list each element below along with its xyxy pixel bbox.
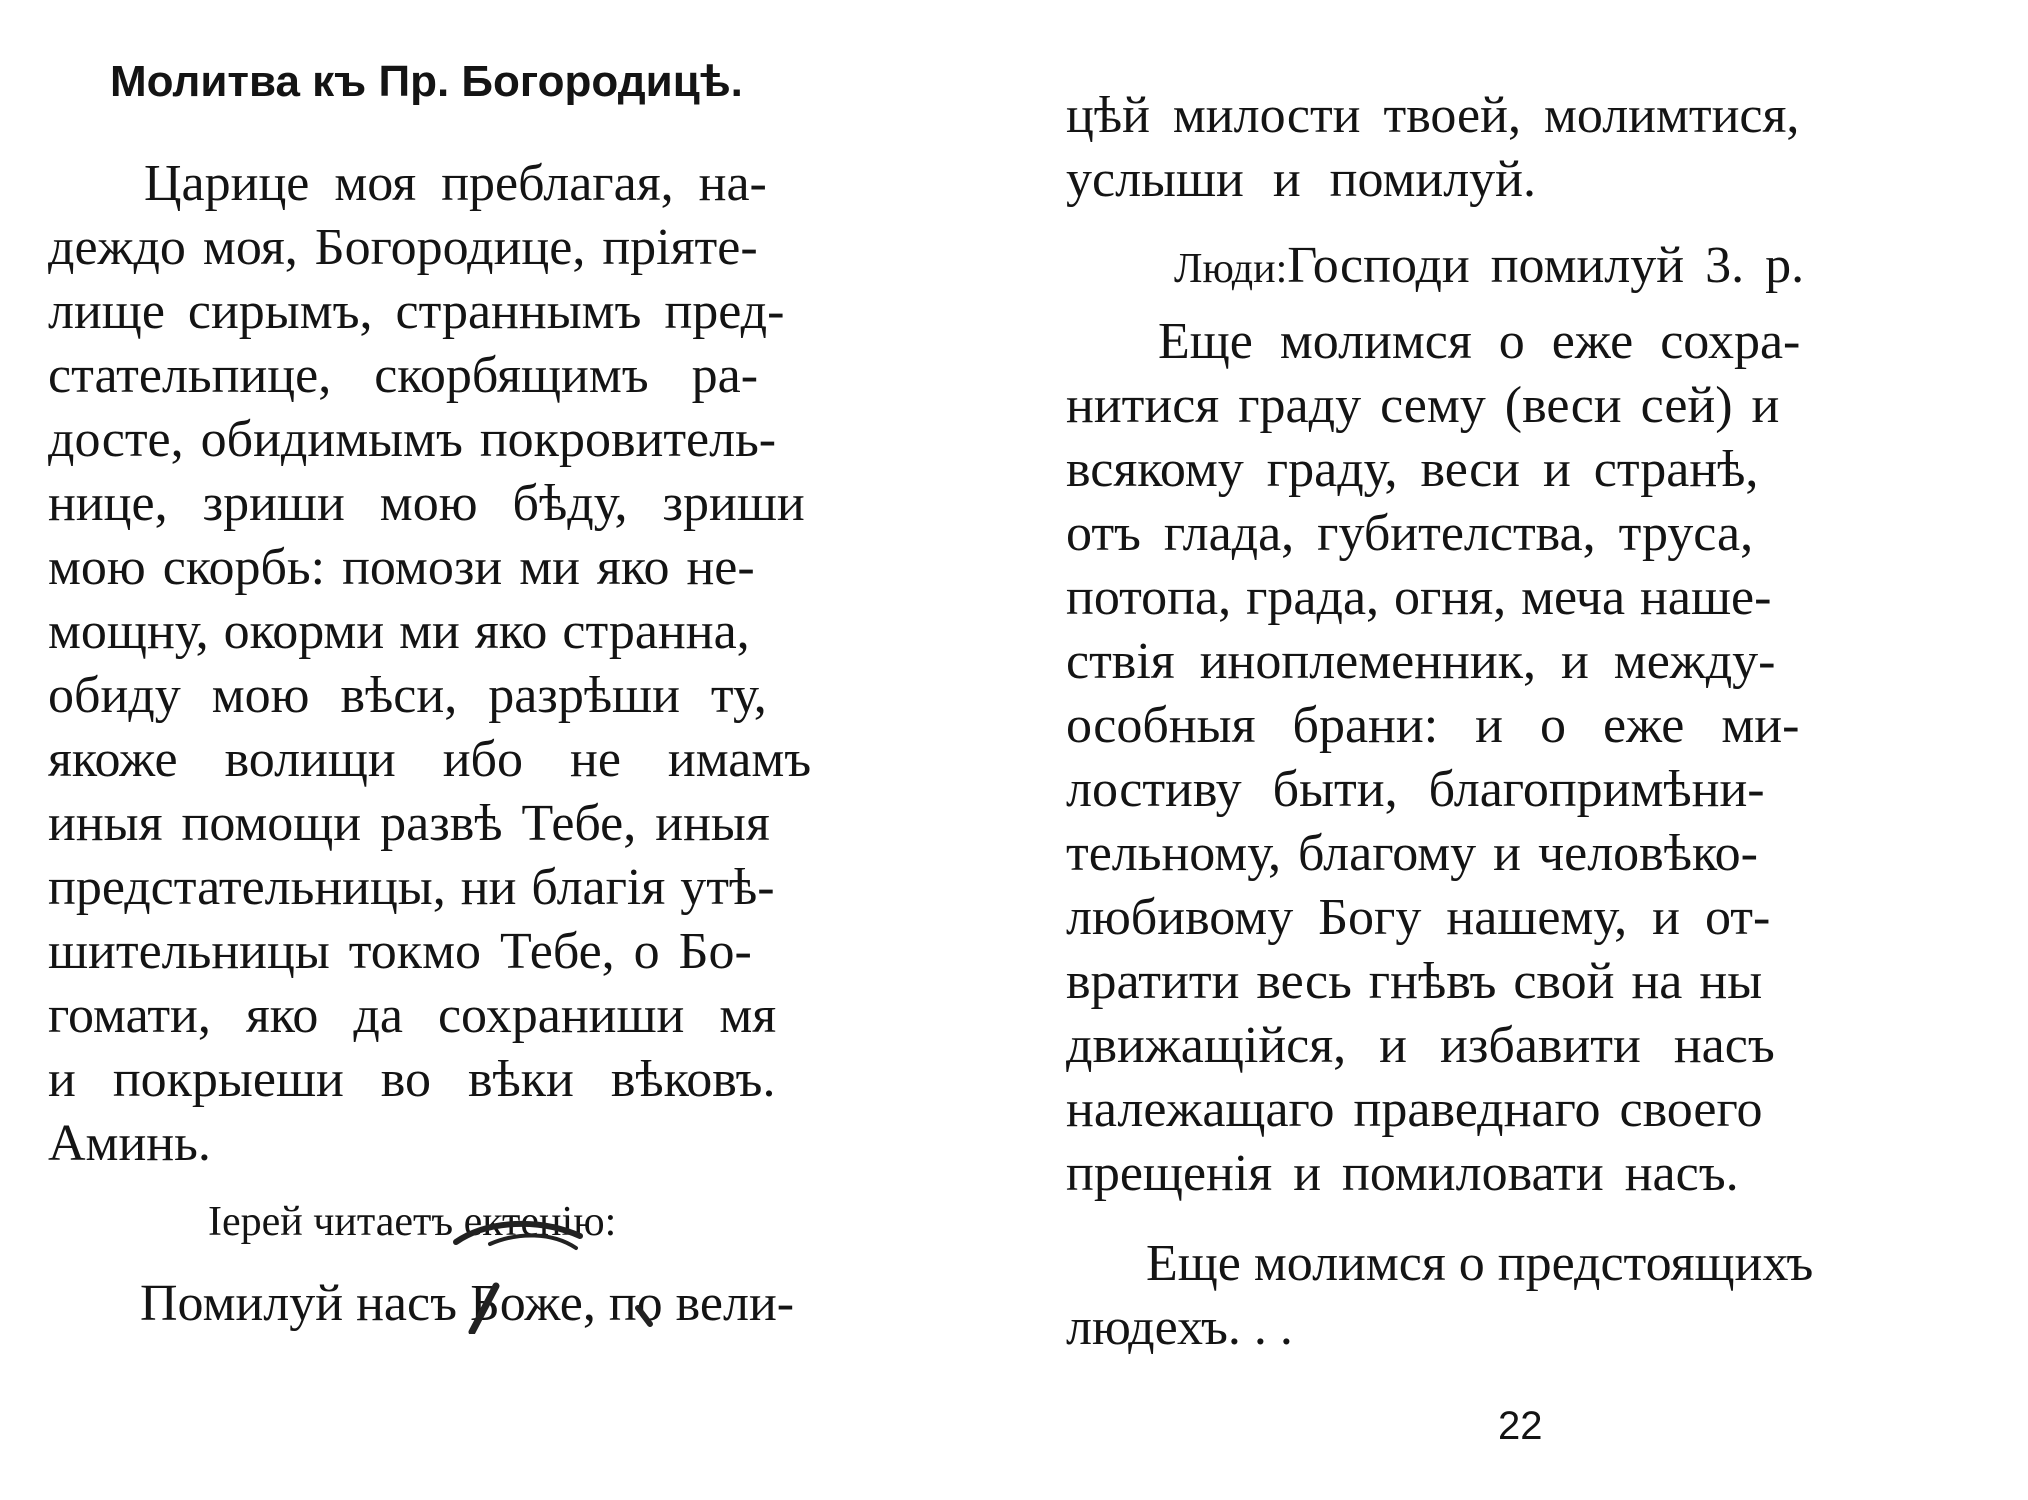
petition-line: прещенія и помиловати насъ.: [1066, 1145, 1739, 1202]
prayer-line: якоже волищи ибо не имамъ: [48, 731, 812, 788]
petition-line: движащійся, и избавити насъ: [1066, 1017, 1775, 1074]
prayer-title: Молитва къ Пр. Богородицѣ.: [110, 57, 743, 106]
prayer-line: деждо моя, Богородице, пріяте-: [48, 219, 758, 276]
prayer-line: предстательницы, ни благія утѣ-: [48, 859, 775, 916]
prayer-line: иныя помощи развѣ Тебе, иныя: [48, 795, 770, 852]
petition-line: потопа, града, огня, меча наше-: [1066, 569, 1772, 626]
petition-line: всякому граду, веси и странѣ,: [1066, 441, 1759, 498]
litany-line: Помилуй насъ Боже, по вели-: [140, 1275, 795, 1332]
petition-line: тельному, благому и человѣко-: [1066, 825, 1758, 882]
petition-line: нитися граду сему (веси сей) и: [1066, 377, 1780, 434]
continuation-line: цѣй милости твоей, молимтися,: [1066, 87, 1800, 144]
final-line: Еще молимся о предстоящихъ: [1146, 1235, 1814, 1292]
petition-line: належащаго праведнаго своего: [1066, 1081, 1763, 1138]
prayer-line: стательпице, скорбящимъ ра-: [48, 347, 759, 404]
petition-line: ствія иноплеменник, и между-: [1066, 633, 1776, 690]
prayer-line: Царице моя преблагая, на-: [144, 155, 767, 212]
prayer-line: мою скорбь: помози ми яко не-: [48, 539, 755, 596]
petition-line: любивому Богу нашему, и от-: [1066, 889, 1771, 946]
prayer-line: Аминь.: [48, 1115, 211, 1172]
response-text: Господи помилуй 3. р.: [1287, 237, 1805, 294]
petition-line: отъ глада, губителства, труса,: [1066, 505, 1754, 562]
petition-line: вратити весь гнѣвъ свой на ны: [1066, 953, 1763, 1010]
prayer-line: обиду мою вѣси, разрѣши ту,: [48, 667, 767, 724]
petition-line: Еще молимся о еже сохра-: [1158, 313, 1801, 370]
prayer-line: мощну, окорми ми яко странна,: [48, 603, 750, 660]
rubric-line: Іерей читаетъ ектенію:: [208, 1199, 617, 1245]
petition-line: лостиву быти, благопримѣни-: [1066, 761, 1765, 818]
prayer-line: лище сирымъ, страннымъ пред-: [48, 283, 785, 340]
final-line: людехъ. . .: [1066, 1299, 1293, 1356]
response-label: Люди:: [1174, 246, 1288, 292]
response-row: [1158, 218, 1804, 317]
prayer-line: и покрыеши во вѣки вѣковъ.: [48, 1051, 776, 1108]
prayer-line: досте, обидимымъ покровитель-: [48, 411, 777, 468]
prayer-line: нице, зриши мою бѣду, зриши: [48, 475, 805, 532]
prayer-line: шительницы токмо Тебе, о Бо-: [48, 923, 752, 980]
continuation-line: услыши и помилуй.: [1066, 151, 1537, 208]
prayer-line: гомати, яко да сохраниши мя: [48, 987, 777, 1044]
page-number: 22: [1498, 1404, 1543, 1448]
petition-line: особныя брани: и о еже ми-: [1066, 697, 1800, 754]
